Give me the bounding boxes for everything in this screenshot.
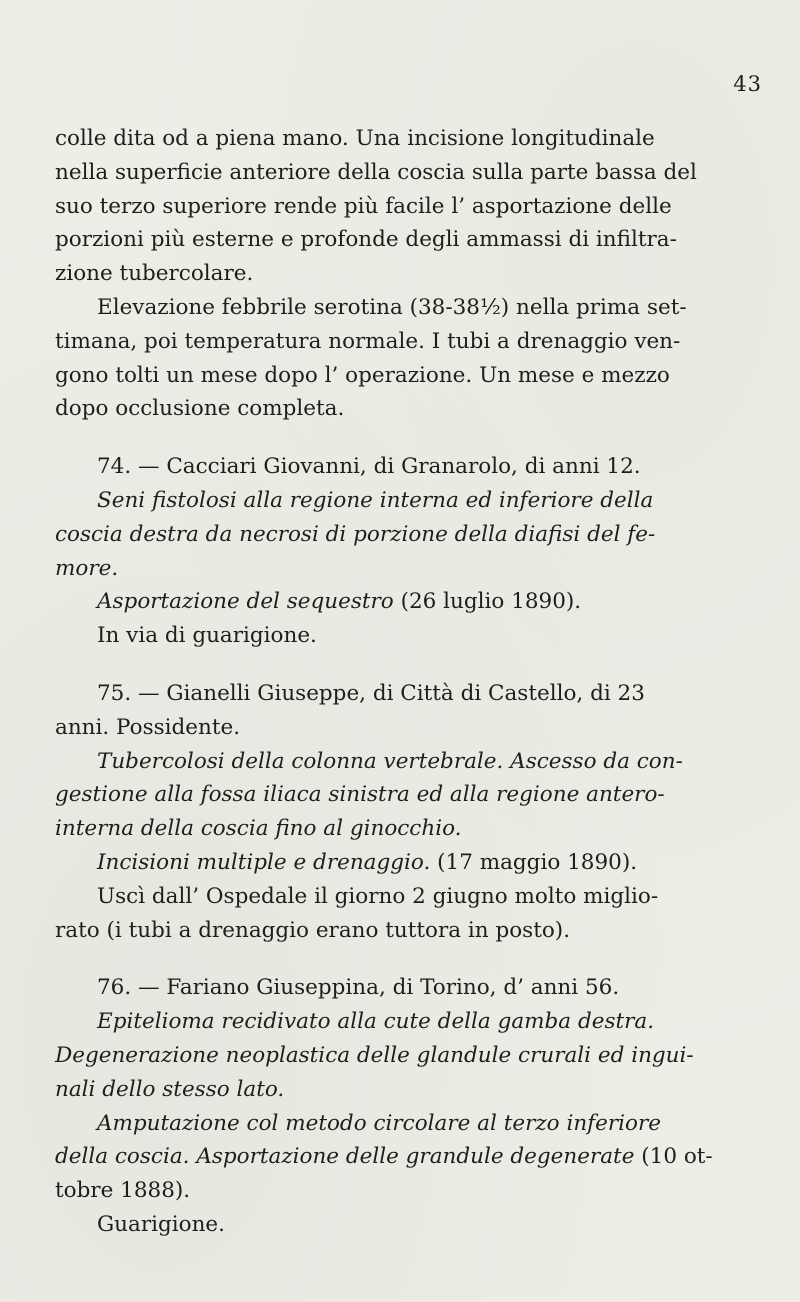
case-operation <box>55 846 750 880</box>
text-line: more. <box>55 555 119 581</box>
text-line: zione tubercolare. <box>55 261 254 287</box>
text-line: anni. Possidente. <box>55 714 241 740</box>
text-line: Epitelioma recidivato alla cute della gamba destra. <box>97 1009 655 1035</box>
text-line: nella superficie anteriore della coscia sulla parte bassa del <box>55 159 697 185</box>
text-line: timana, poi temperatura normale. I tubi a drenaggio ven- <box>55 328 681 354</box>
operation-name: Asportazione del sequestro <box>97 589 394 615</box>
text-line: colle dita od a piena mano. Una incisione longitudinale <box>55 126 655 151</box>
operation-name: Incisioni multiple e drenaggio. <box>97 849 431 875</box>
operation-date: (26 luglio 1890). <box>393 589 582 615</box>
operation-name: della coscia. Asportazione delle grandule degenerate <box>55 1144 635 1170</box>
case-diagnosis <box>55 484 750 585</box>
case-entry-76 <box>55 971 750 1241</box>
paragraph-continuation <box>55 122 750 291</box>
text-line: Seni fistolosi alla regione interna ed inferiore della <box>97 487 654 513</box>
case-diagnosis <box>55 745 750 846</box>
paragraph-fever <box>55 291 750 426</box>
case-operation <box>55 1107 750 1208</box>
case-outcome: Guarigione. <box>97 1211 225 1237</box>
case-entry-75 <box>55 677 750 947</box>
text-line: Elevazione febbrile serotina (38-38½) nella prima set- <box>97 294 687 320</box>
text-line: interna della coscia fino al ginocchio. <box>55 816 462 842</box>
text-line: rato (i tubi a drenaggio erano tuttora in posto). <box>55 917 571 943</box>
case-diagnosis <box>55 1005 750 1106</box>
page-number: 43 <box>733 72 762 96</box>
case-outcome: In via di guarigione. <box>97 623 317 649</box>
case-entry-74 <box>55 450 750 653</box>
case-header: 74. — Cacciari Giovanni, di Granarolo, di anni 12. <box>97 454 641 480</box>
text-line: nali dello stesso lato. <box>55 1076 285 1102</box>
text-line: dopo occlusione completa. <box>55 396 345 422</box>
operation-date: tobre 1888). <box>55 1178 191 1204</box>
operation-date: (10 ot- <box>634 1144 713 1170</box>
text-line: Degenerazione neoplastica delle glandule crurali ed ingui- <box>55 1042 694 1068</box>
case-header <box>55 677 750 745</box>
case-operation <box>55 585 750 619</box>
text-line: gestione alla fossa iliaca sinistra ed alla regione antero- <box>55 782 665 808</box>
operation-date: (17 maggio 1890). <box>430 849 638 875</box>
body-text <box>55 122 750 1242</box>
case-header: 76. — Fariano Giuseppina, di Torino, d’ anni 56. <box>97 975 620 1001</box>
operation-name: Amputazione col metodo circolare al terzo inferiore <box>97 1110 661 1136</box>
text-line: suo terzo superiore rende più facile l’ asportazione delle <box>55 193 672 219</box>
text-line: Uscì dall’ Ospedale il giorno 2 giugno molto miglio- <box>97 883 659 909</box>
text-line: gono tolti un mese dopo l’ operazione. Un mese e mezzo <box>55 362 670 388</box>
case-outcome <box>55 880 750 948</box>
text-line: porzioni più esterne e profonde degli ammassi di infiltra- <box>55 227 677 253</box>
text-line: 75. — Gianelli Giuseppe, di Città di Castello, di 23 <box>97 680 645 706</box>
text-line: coscia destra da necrosi di porzione della diafisi del fe- <box>55 521 656 547</box>
text-line: Tubercolosi della colonna vertebrale. Ascesso da con- <box>97 748 683 774</box>
